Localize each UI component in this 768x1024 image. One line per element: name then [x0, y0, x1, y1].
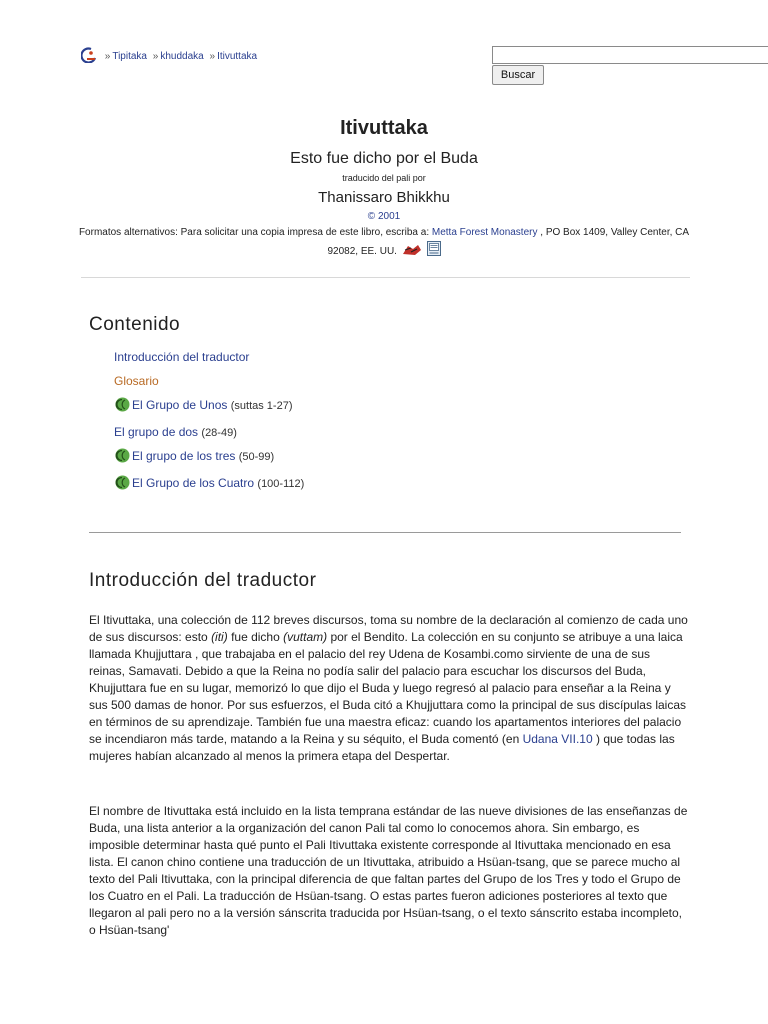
header-divider	[81, 277, 690, 278]
toc-link[interactable]: El grupo de dos	[114, 425, 199, 439]
contents-divider	[89, 532, 681, 533]
text-span: por el Bendito. La colección en su conjunto se atribuye a una laica llamada Khujjuttara , que trabajaba en el palacio del rey Udena de Kosambi.como sirviente de una de sus reinas, Samavati. Debido a que la Reina no podía salir del palacio para escuchar los discursos del Buda, Khujjuttara fue en su lugar, memorizó lo que dijo el Buda y luego regresó al palacio para enseñar a la Reina y sus 500 damas de honor. Por sus esfuerzos, el Buda citó a Khujjuttara como la principal de sus discípulas laicas en términos de su aprendizaje. También fue una maestra eficaz: cuando los apartamentos interiores del palacio se incendiaron más tarde, matando a la Reina y su séquito, el Buda comentó (en	[89, 630, 686, 746]
print-book-icon[interactable]	[402, 244, 422, 262]
toc-range: (suttas 1-27)	[230, 400, 293, 412]
breadcrumb-separator: »	[104, 51, 111, 62]
audio-icon[interactable]	[114, 475, 131, 496]
toc-link[interactable]: Introducción del traductor	[114, 350, 250, 364]
toc-item-group-twos[interactable]	[114, 422, 304, 446]
contents-heading: Contenido	[89, 314, 181, 335]
italic-term: (vuttam)	[283, 630, 328, 644]
audio-icon[interactable]	[114, 448, 131, 469]
toc-link[interactable]: El Grupo de Unos	[132, 398, 228, 412]
metta-forest-monastery-link[interactable]: Metta Forest Monastery	[431, 227, 538, 238]
text-span: fue dicho	[227, 630, 284, 644]
breadcrumb-itivuttaka[interactable]: Itivuttaka	[217, 51, 258, 62]
toc-range: (100-112)	[257, 478, 305, 490]
page-header	[0, 113, 768, 262]
translated-from-label: traducido del pali por	[342, 173, 426, 183]
formats-address: , PO Box 1409, Valley Center, CA 92082, EE. UU.	[327, 227, 690, 257]
toc-item-introduction[interactable]	[114, 347, 304, 371]
breadcrumb-separator: »	[152, 51, 159, 62]
toc-item-group-threes[interactable]	[114, 446, 304, 473]
toc-link[interactable]: El Grupo de los Cuatro	[132, 476, 255, 490]
audio-icon[interactable]	[114, 397, 131, 418]
toc-item-group-ones[interactable]	[114, 395, 304, 422]
page-title: Itivuttaka	[340, 117, 428, 139]
toc-item-glossary[interactable]	[114, 371, 304, 395]
text-file-icon[interactable]	[427, 241, 441, 262]
breadcrumb	[81, 47, 257, 66]
formats-prefix: Formatos alternativos: Para solicitar una copia impresa de este libro, escriba a:	[78, 227, 430, 238]
toc-link[interactable]: Glosario	[114, 374, 159, 388]
search-button[interactable]: Buscar	[492, 65, 544, 85]
alternative-formats	[78, 224, 690, 262]
breadcrumb-khuddaka[interactable]: khuddaka	[160, 51, 204, 62]
italic-term: (iti)	[211, 630, 228, 644]
intro-paragraph-1	[89, 612, 689, 765]
toc-range: (28-49)	[201, 427, 237, 439]
translator-name: Thanissaro Bhikkhu	[318, 189, 450, 206]
udana-link[interactable]: Udana VII.10	[522, 732, 593, 746]
breadcrumb-separator: »	[209, 51, 216, 62]
breadcrumb-tipitaka[interactable]: Tipitaka	[112, 51, 147, 62]
copyright-link[interactable]: © 2001	[367, 211, 401, 222]
site-logo-icon[interactable]	[81, 47, 97, 66]
table-of-contents	[114, 347, 304, 500]
text-span: El Itivuttaka, una colección de 112 breves discursos, toma su nombre de la declaración al comienzo de cada uno de sus discursos: esto	[89, 613, 688, 644]
toc-range: (50-99)	[238, 451, 275, 463]
intro-paragraph-2: El nombre de Itivuttaka está incluido en la lista temprana estándar de las nueve divisiones de las enseñanzas de Buda, una lista anterior a la organización del canon Pali tal como lo conocemos ahora. Sin embargo, es imposible determinar hasta qué punto el Pali Itivuttaka existente corresponde al Itivuttaka mencionado en esa lista. El canon chino contiene una traducción de un Itivuttaka, atribuido a Hsüan-tsang, que se parece mucho al texto del Pali Itivuttaka, con la principal diferencia de que faltan partes del Grupo de los Tres y todo el Grupo de los Cuatro en el Pali. La traducción de Hsüan-tsang. O estas partes fueron adiciones posteriores al texto que llegaron al pali pero no a la versión sánscrita traducida por Hsüan-tsang, o el texto sánscrito estaba incompleto, o Hsüan-tsang'	[89, 804, 688, 937]
introduction-heading: Introducción del traductor	[89, 570, 317, 591]
toc-link[interactable]: El grupo de los tres	[132, 449, 236, 463]
toc-item-group-fours[interactable]	[114, 473, 304, 500]
page-subtitle: Esto fue dicho por el Buda	[290, 150, 478, 167]
search-input[interactable]	[492, 46, 768, 64]
text-span: ) que todas las mujeres habían alcanzado al menos la primera etapa del Despertar.	[89, 732, 675, 763]
